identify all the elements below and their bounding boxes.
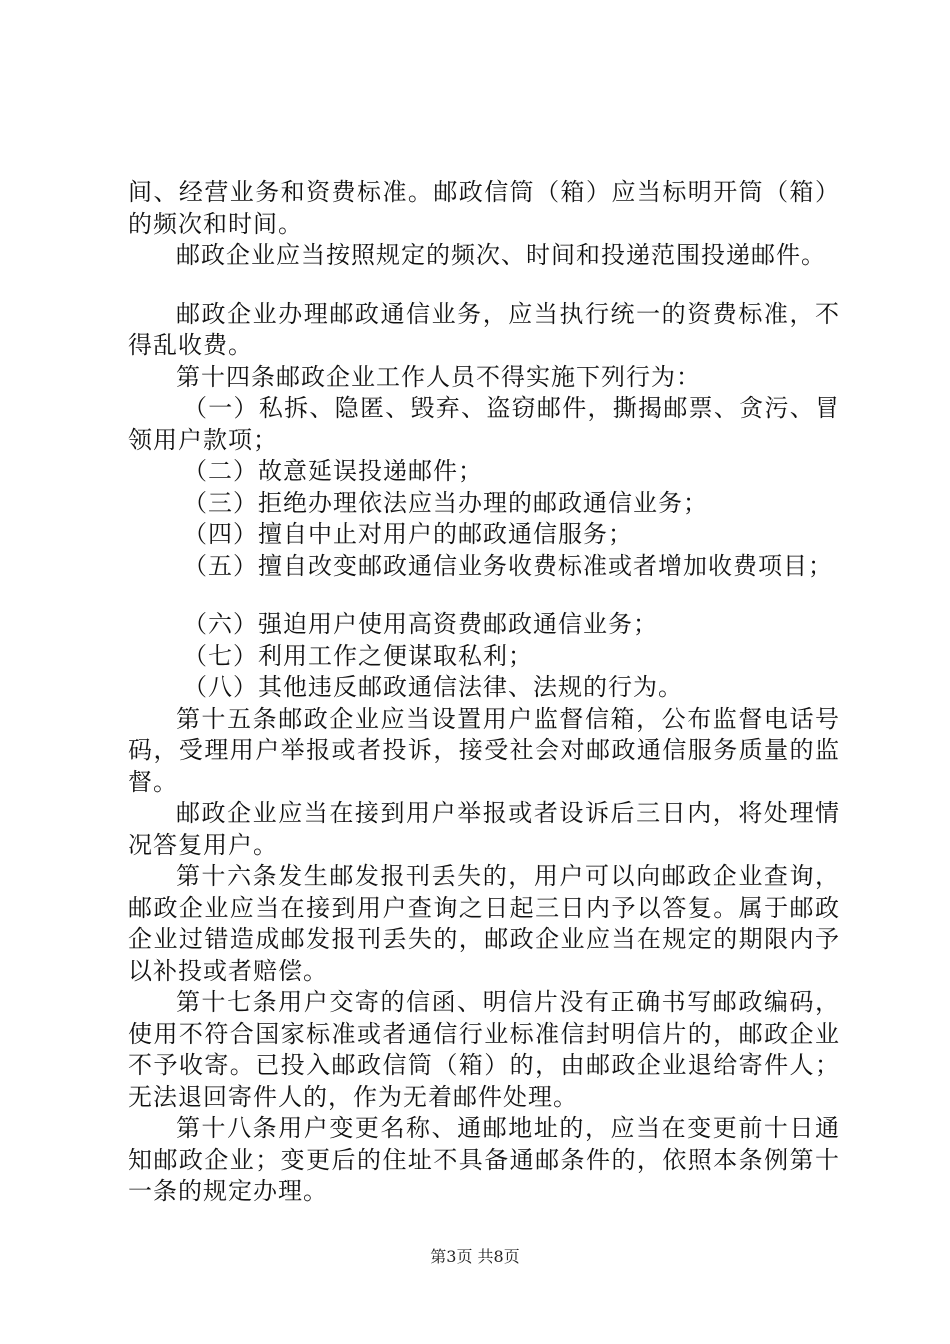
article-14-item-4: （四）擅自中止对用户的邮政通信服务；	[183, 520, 633, 548]
paragraph-tariff: 邮政企业办理邮政通信业务，应当执行统一的资费标准，不得乱收费。	[128, 299, 840, 359]
article-14-item-3: （三）拒绝办理依法应当办理的邮政通信业务；	[183, 488, 708, 517]
article-14-item-8: （八）其他违反邮政通信法律、法规的行为。	[183, 673, 683, 701]
paragraph-gap	[128, 272, 840, 299]
paragraph-gap	[128, 582, 840, 609]
article-17: 第十七条用户交寄的信函、明信片没有正确书写邮政编码，使用不符合国家标准或者通信行业标准信封明信片的，邮政企业不予收寄。已投入邮政信筒（箱）的，由邮政企业退给寄件人；无法退回寄件人的，作为无着邮件处理。	[128, 988, 840, 1111]
article-18: 第十八条用户变更名称、通邮地址的，应当在变更前十日通知邮政企业；变更后的住址不具备通邮条件的，依照本条例第十一条的规定办理。	[128, 1114, 840, 1205]
document-body	[128, 177, 840, 1208]
article-15-reply: 邮政企业应当在接到用户举报或者设诉后三日内，将处理情况答复用户。	[128, 799, 840, 859]
article-14-item-6: （六）强迫用户使用高资费邮政通信业务；	[183, 610, 658, 638]
paragraph-continuation: 间、经营业务和资费标准。邮政信筒（箱）应当标明开筒（箱）的频次和时间。	[128, 178, 840, 238]
article-14-item-7: （七）利用工作之便谋取私利；	[183, 641, 533, 670]
article-15: 第十五条邮政企业应当设置用户监督信箱，公布监督电话号码，受理用户举报或者投诉，接受社会对邮政通信服务质量的监督。	[128, 704, 840, 796]
article-16: 第十六条发生邮发报刊丢失的，用户可以向邮政企业查询，邮政企业应当在接到用户查询之日起三日内予以答复。属于邮政企业过错造成邮发报刊丢失的，邮政企业应当在规定的期限内予以补投或者赔偿。	[128, 862, 840, 985]
paragraph-delivery: 邮政企业应当按照规定的频次、时间和投递范围投递邮件。	[176, 241, 826, 269]
article-14-item-2: （二）故意延误投递邮件；	[183, 457, 483, 485]
page-number-footer: 第3页 共8页	[430, 1247, 520, 1266]
article-14-item-5: （五）擅自改变邮政通信业务收费标准或者增加收费项目；	[183, 551, 833, 580]
article-14-item-1: （一）私拆、隐匿、毁弃、盗窃邮件，撕揭邮票、贪污、冒领用户款项；	[128, 394, 840, 454]
article-14-heading: 第十四条邮政企业工作人员不得实施下列行为：	[176, 362, 701, 391]
